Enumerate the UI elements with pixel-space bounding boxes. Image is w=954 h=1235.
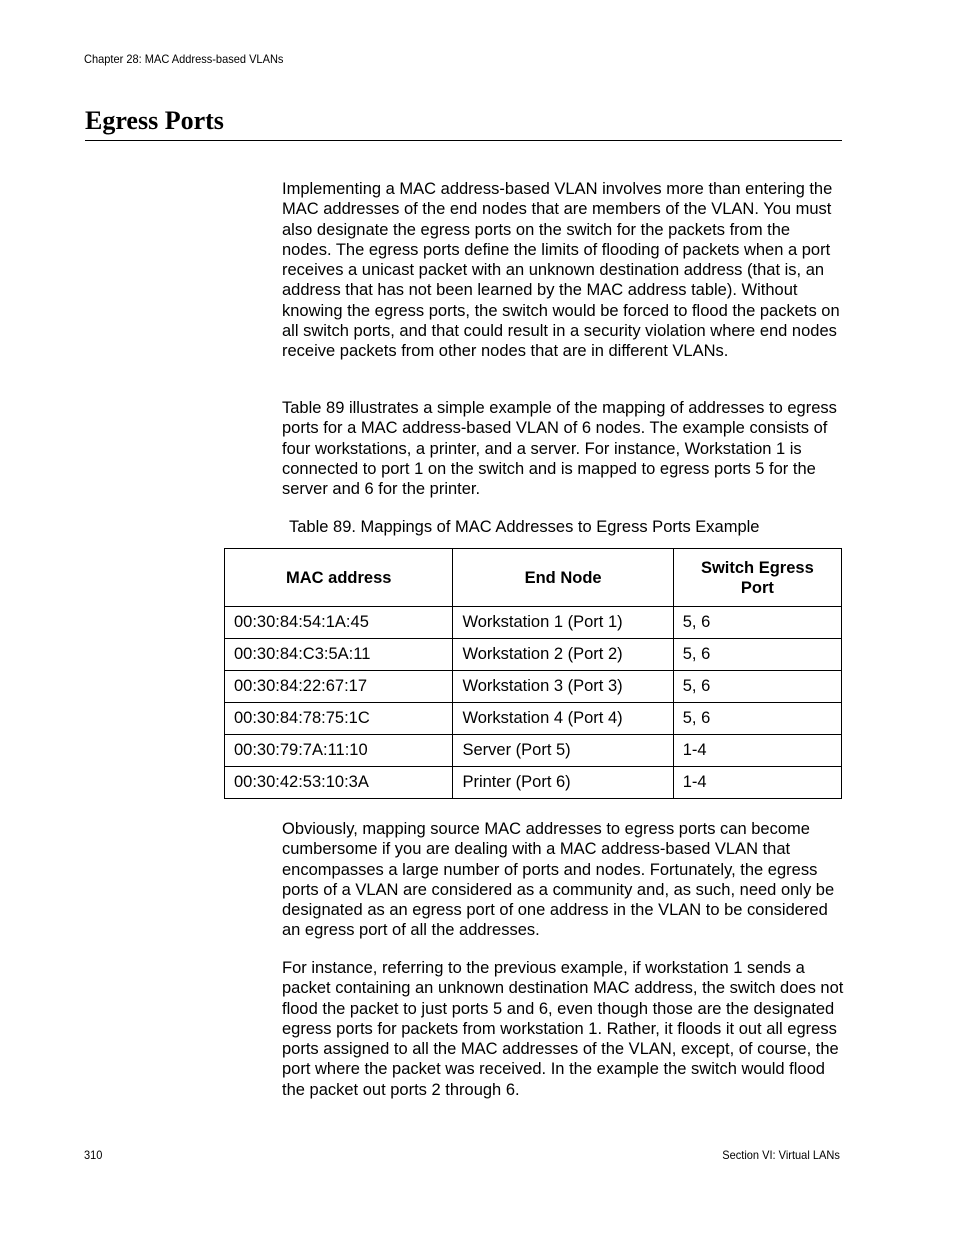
table-row (225, 767, 842, 799)
page-number: 310 (84, 1148, 103, 1162)
cell-mac-address: 00:30:79:7A:11:10 (225, 735, 453, 767)
paragraph-intro: Implementing a MAC address-based VLAN involves more than entering the MAC addresses of the end nodes that are members of the VLAN. You must also designate the egress ports on the switch for the packets from the nodes. The egress ports define the limits of flooding of packets when a port receives a unicast packet with an unknown destination address (that is, an address that has not been learned by the MAC address table). Without knowing the egress ports, the switch would be forced to flood the packets on all switch ports, and that could result in a security violation where end nodes receive packets from other nodes that are in different VLANs. (282, 180, 840, 361)
table-row (225, 607, 842, 639)
table-row (225, 703, 842, 735)
egress-mapping-table (224, 548, 842, 799)
paragraph-community: Obviously, mapping source MAC addresses to egress ports can become cumbersome if you are dealing with a MAC address-based VLAN that encompasses a large number of ports and nodes. Fortunately, the egress ports of a VLAN are considered as a community and, as such, need only be designated as an egress port of one address in the VLAN to be considered an egress port of all the addresses. (282, 820, 835, 940)
section-title: Egress Ports (85, 106, 224, 135)
column-header-end-node: End Node (453, 549, 673, 607)
cell-mac-address: 00:30:84:C3:5A:11 (225, 639, 453, 671)
cell-egress-port: 5, 6 (673, 703, 841, 735)
cell-end-node: Workstation 4 (Port 4) (453, 703, 673, 735)
cell-mac-address: 00:30:84:54:1A:45 (225, 607, 453, 639)
cell-egress-port: 5, 6 (673, 607, 841, 639)
running-footer-section: Section VI: Virtual LANs (722, 1148, 840, 1162)
cell-egress-port: 5, 6 (673, 639, 841, 671)
cell-egress-port: 1-4 (673, 735, 841, 767)
table-header-row (225, 549, 842, 607)
column-header-mac-address: MAC address (225, 549, 453, 607)
cell-mac-address: 00:30:84:22:67:17 (225, 671, 453, 703)
cell-end-node: Workstation 1 (Port 1) (453, 607, 673, 639)
running-header: Chapter 28: MAC Address-based VLANs (84, 52, 284, 66)
table-row (225, 735, 842, 767)
cell-mac-address: 00:30:42:53:10:3A (225, 767, 453, 799)
title-rule (85, 140, 842, 141)
cell-end-node: Printer (Port 6) (453, 767, 673, 799)
paragraph-table-intro: Table 89 illustrates a simple example of the mapping of addresses to egress ports for a MAC address-based VLAN of 6 nodes. The example consists of four workstations, a printer, and a server. For instance, Workstation 1 is connected to port 1 on the switch and is mapped to egress ports 5 for the server and 6 for the printer. (282, 399, 837, 499)
column-header-switch-egress-port: Switch Egress Port (673, 549, 841, 607)
cell-end-node: Workstation 2 (Port 2) (453, 639, 673, 671)
cell-mac-address: 00:30:84:78:75:1C (225, 703, 453, 735)
cell-egress-port: 5, 6 (673, 671, 841, 703)
cell-end-node: Workstation 3 (Port 3) (453, 671, 673, 703)
table-row (225, 671, 842, 703)
cell-end-node: Server (Port 5) (453, 735, 673, 767)
cell-egress-port: 1-4 (673, 767, 841, 799)
table-row (225, 639, 842, 671)
table-caption: Table 89. Mappings of MAC Addresses to Egress Ports Example (289, 518, 760, 536)
paragraph-example: For instance, referring to the previous example, if workstation 1 sends a packet containing an unknown destination MAC address, the switch does not flood the packet to just ports 5 and 6, even though those are the designated egress ports for packets from workstation 1. Rather, it floods it out all egress ports assigned to all the MAC addresses of the VLAN, except, of course, the port where the packet was received. In the example the switch would flood the packet out ports 2 through 6. (282, 959, 844, 1099)
